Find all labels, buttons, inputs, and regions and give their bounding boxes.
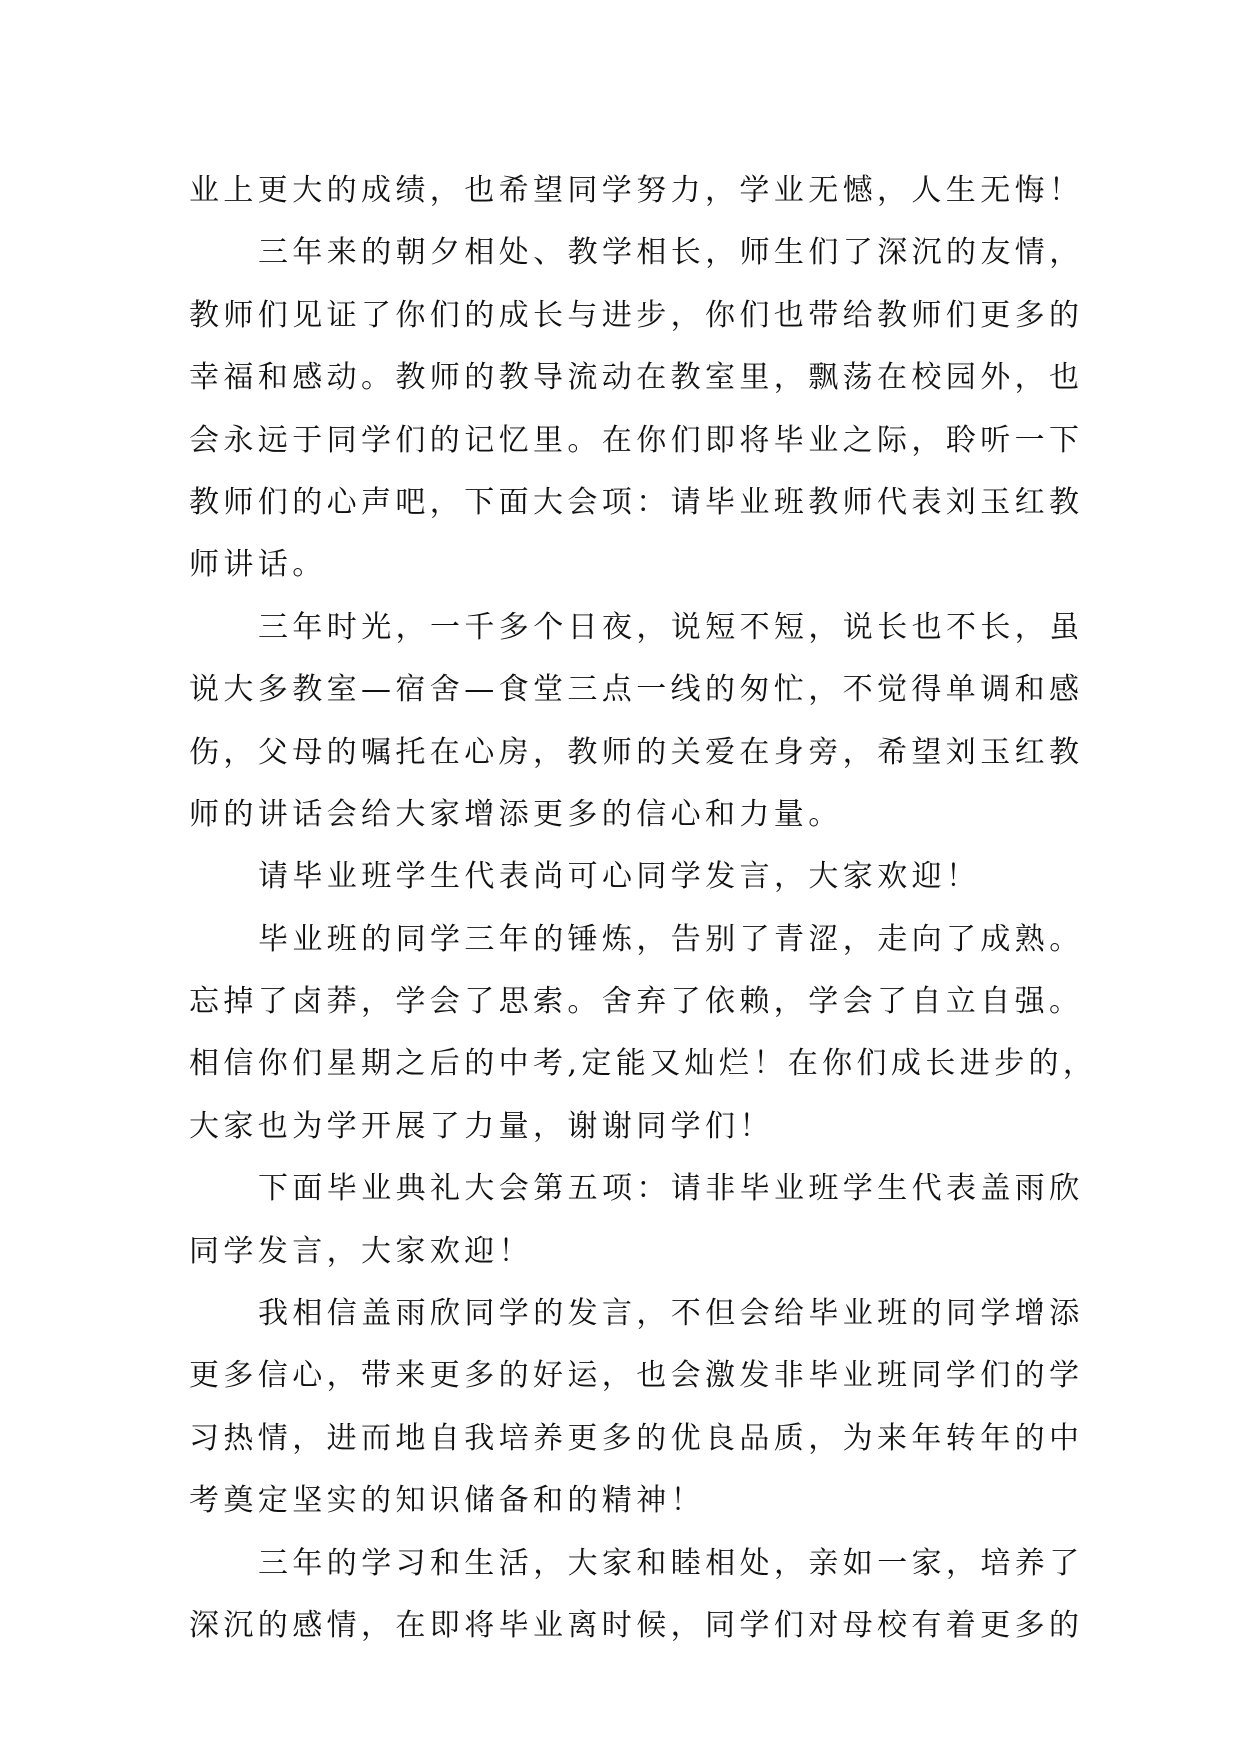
- text-line: 相信你们星期之后的中考,定能又灿烂！在你们成长进步的，: [189, 1046, 1098, 1082]
- text-line: 业上更大的成绩，也希望同学努力，学业无憾，人生无悔！: [189, 173, 1084, 208]
- text-line: 我相信盖雨欣同学的发言，不但会给毕业班的同学增添: [258, 1296, 1084, 1332]
- text-line: 三年的学习和生活，大家和睦相处，亲如一家，培养了: [258, 1545, 1084, 1581]
- text-line: 三年来的朝夕相处、教学相长，师生们了深沉的友情，: [258, 235, 1084, 271]
- text-line: 更多信心，带来更多的好运，也会激发非毕业班同学们的学: [189, 1358, 1084, 1394]
- text-line: 伤，父母的嘱托在心房，教师的关爱在身旁，希望刘玉红教: [189, 734, 1084, 770]
- text-line: 教师们见证了你们的成长与进步，你们也带给教师们更多的: [189, 297, 1084, 333]
- text-line: 同学发言，大家欢迎！: [189, 1233, 533, 1269]
- text-line: 教师们的心声吧，下面大会项：请毕业班教师代表刘玉红教: [189, 484, 1084, 520]
- text-line: 幸福和感动。教师的教导流动在教室里，飘荡在校园外，也: [189, 360, 1084, 396]
- text-line: 请毕业班学生代表尚可心同学发言，大家欢迎！: [258, 859, 981, 895]
- text-line: 习热情，进而地自我培养更多的优良品质，为来年转年的中: [189, 1420, 1084, 1456]
- text-line: 深沉的感情，在即将毕业离时候，同学们对母校有着更多的: [189, 1607, 1084, 1643]
- text-line: 忘掉了卤莽，学会了思索。舍弃了依赖，学会了自立自强。: [189, 984, 1084, 1020]
- text-line: 下面毕业典礼大会第五项：请非毕业班学生代表盖雨欣: [258, 1171, 1084, 1207]
- text-line: 说大多教室—宿舍—食堂三点一线的匆忙，不觉得单调和感: [189, 672, 1084, 708]
- text-line: 考奠定坚实的知识储备和的精神！: [189, 1483, 705, 1519]
- text-line: 毕业班的同学三年的锤炼，告别了青涩，走向了成熟。: [258, 921, 1084, 957]
- document-body: [189, 160, 1098, 1657]
- text-line: 师讲话。: [189, 547, 327, 583]
- text-line: 师的讲话会给大家增添更多的信心和力量。: [189, 796, 843, 832]
- text-line: 大家也为学开展了力量，谢谢同学们！: [189, 1108, 774, 1144]
- text-line: 三年时光，一千多个日夜，说短不短，说长也不长，虽: [258, 609, 1084, 645]
- text-line: 会永远于同学们的记忆里。在你们即将毕业之际，聆听一下: [189, 422, 1084, 458]
